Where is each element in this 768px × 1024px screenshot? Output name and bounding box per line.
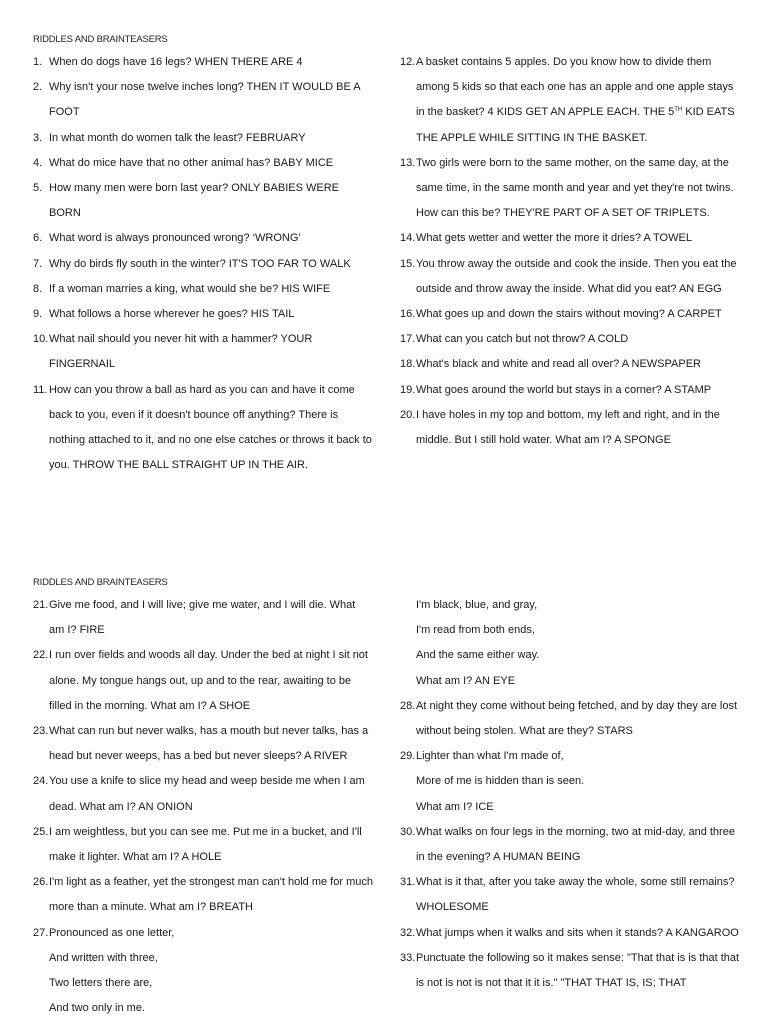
riddle-item <box>33 75 373 125</box>
riddle-text: I have holes in my top and bottom, my left and right, and in the middle. But I still hold water. What am I? A SPONGE <box>416 408 720 447</box>
riddle-number: 30. <box>400 825 416 838</box>
riddle-column-1 <box>33 50 373 478</box>
riddle-number: 17. <box>400 333 416 346</box>
riddle-item <box>33 378 373 479</box>
riddle-number: 21. <box>33 599 49 611</box>
riddle-text: Why do birds fly south in the winter? IT'S TOO FAR TO WALK <box>49 257 351 270</box>
riddle-text: What is it that, after you take away the whole, some still remains? WHOLESOME <box>416 876 735 914</box>
riddle-text: What gets wetter and wetter the more it dries? A TOWEL <box>416 232 692 245</box>
riddle-text: In what month do women talk the least? FEBRUARY <box>49 131 306 144</box>
riddle-item <box>400 302 740 327</box>
riddle-item <box>400 327 740 352</box>
riddle-item <box>33 176 373 226</box>
riddle-number: 5. <box>33 182 43 195</box>
riddle-line: More of me is hidden than is seen. <box>416 775 585 788</box>
riddle-number: 2. <box>33 81 43 94</box>
riddle-text: If a woman marries a king, what would she be? HIS WIFE <box>49 282 331 295</box>
riddle-text: What goes around the world but stays in a corner? A STAMP <box>416 383 712 396</box>
riddle-item <box>33 50 373 75</box>
riddle-number: 24. <box>33 775 49 788</box>
riddle-item <box>33 252 373 277</box>
riddle-number: 3. <box>33 131 43 144</box>
riddle-column-3 <box>33 593 373 1021</box>
riddle-number: 10. <box>33 333 49 346</box>
riddle-text: Why isn't your nose twelve inches long? THEN IT WOULD BE A FOOT <box>49 81 361 119</box>
riddle-text: When do dogs have 16 legs? WHEN THERE ARE 4 <box>49 56 303 68</box>
riddle-item <box>33 151 373 176</box>
riddle-text: A basket contains 5 apples. Do you know how to divide them among 5 kids so that each one has an apple and one apple stays in the basket? 4 KIDS GET AN APPLE EACH. THE 5TH KID EATS THE APPLE WHILE SITTING IN THE BASKET. <box>416 56 735 144</box>
riddle-line: And two only in me. <box>49 1002 145 1015</box>
riddle-text: What goes up and down the stairs without moving? A CARPET <box>416 308 722 321</box>
riddle-text: I'm light as a feather, yet the strongest man can't hold me for much more than a minute. What am I? BREATH <box>49 876 373 914</box>
riddle-text: Pronounced as one letter, <box>49 926 175 939</box>
riddle-number: 33. <box>400 951 416 964</box>
riddle-item <box>400 352 740 377</box>
riddle-text: What word is always pronounced wrong? ‘WRONG’ <box>49 232 301 245</box>
riddle-number: 28. <box>400 699 416 712</box>
riddle-text: Punctuate the following so it makes sense: "That that is is that that is not is not is not that it it is." "THAT THAT IS, IS; THAT <box>416 951 740 990</box>
riddle-number: 20. <box>400 408 416 421</box>
riddle-item <box>400 694 740 744</box>
riddle-item <box>400 870 740 920</box>
riddle-number: 8. <box>33 282 43 295</box>
riddle-item <box>33 921 373 946</box>
riddle-item <box>33 302 373 327</box>
riddle-item <box>400 403 740 453</box>
riddle-number: 25. <box>33 825 49 838</box>
riddle-item <box>33 593 373 643</box>
riddle-item <box>400 744 740 769</box>
riddle-text: What do mice have that no other animal has? BABY MICE <box>49 156 334 169</box>
riddle-number: 23. <box>33 725 49 738</box>
riddle-number: 31. <box>400 876 416 889</box>
riddle-line: What am I? AN EYE <box>416 674 516 687</box>
riddle-number: 22. <box>33 649 49 662</box>
riddle-number: 6. <box>33 232 43 245</box>
riddle-number: 9. <box>33 308 43 321</box>
riddle-number: 13. <box>400 156 416 169</box>
riddle-text: What can you catch but not throw? A COLD <box>416 333 629 346</box>
riddle-item <box>33 277 373 302</box>
riddle-text: What can run but never walks, has a mouth but never talks, has a head but never weeps, has a bed but never sleeps? A RIVER <box>49 725 369 763</box>
riddle-text: What nail should you never hit with a hammer? YOUR FINGERNAIL <box>49 333 313 371</box>
riddle-item <box>33 126 373 151</box>
riddle-text: I am weightless, but you can see me. Put me in a bucket, and I'll make it lighter. What am I? A HOLE <box>49 825 362 864</box>
riddle-number: 32. <box>400 926 416 939</box>
riddle-text: Give me food, and I will live; give me water, and I will die. What am I? FIRE <box>49 599 356 637</box>
riddle-text: What's black and white and read all over? A NEWSPAPER <box>416 358 701 371</box>
riddle-item <box>400 50 740 151</box>
riddle-text: Lighter than what I'm made of, <box>416 750 564 763</box>
riddle-item <box>33 719 373 769</box>
riddle-line: And written with three, <box>49 951 158 964</box>
riddle-number: 26. <box>33 876 49 889</box>
riddle-item <box>33 226 373 251</box>
riddle-text: You use a knife to slice my head and weep beside me when I am dead. What am I? AN ONION <box>49 775 365 813</box>
riddle-item <box>33 643 373 719</box>
riddle-number: 14. <box>400 232 416 245</box>
riddle-number: 4. <box>33 156 43 169</box>
riddle-text: What jumps when it walks and sits when it stands? A KANGAROO <box>416 926 739 939</box>
riddle-number: 16. <box>400 308 416 321</box>
riddle-column-2 <box>400 50 740 453</box>
riddle-item <box>400 378 740 403</box>
riddle-text: At night they come without being fetched, and by day they are lost without being stolen. What are they? STARS <box>416 699 738 738</box>
riddle-line: I'm read from both ends, <box>416 624 535 637</box>
riddle-number: 19. <box>400 383 416 396</box>
riddle-item <box>400 226 740 251</box>
riddle-number: 18. <box>400 358 416 371</box>
riddle-text: Two girls were born to the same mother, on the same day, at the same time, in the same month and year and yet they're not twins. How can this be? THEY'RE PART OF A SET OF TRIPLETS. <box>416 156 734 220</box>
riddle-item <box>33 820 373 870</box>
riddle-item <box>33 870 373 920</box>
riddle-line: What am I? ICE <box>416 800 494 813</box>
riddle-number: 1. <box>33 56 43 68</box>
riddle-item <box>33 769 373 819</box>
page-header: RIDDLES AND BRAINTEASERS <box>33 577 168 588</box>
riddle-column-4 <box>400 593 740 996</box>
riddle-text: I run over fields and woods all day. Under the bed at night I sit not alone. My tongue hangs out, up and to the rear, awaiting to be filled in the morning. What am I? A SHOE <box>49 649 368 712</box>
riddle-item <box>400 151 740 227</box>
riddle-number: 7. <box>33 257 43 270</box>
riddle-number: 29. <box>400 750 416 763</box>
riddle-number: 27. <box>33 926 49 939</box>
riddle-number: 15. <box>400 257 416 270</box>
riddle-text: What follows a horse wherever he goes? HIS TAIL <box>49 308 295 321</box>
riddle-line: I'm black, blue, and gray, <box>416 599 538 611</box>
riddle-item <box>400 252 740 302</box>
riddle-text: You throw away the outside and cook the inside. Then you eat the outside and throw away the inside. What did you eat? AN EGG <box>416 257 737 295</box>
riddle-item <box>33 327 373 377</box>
riddle-line: And the same either way. <box>416 649 540 662</box>
riddle-text: How can you throw a ball as hard as you can and have it come back to you, even if it doesn't bounce off anything? There is nothing attached to it, and no one else catches or throws it back to you. THROW THE BALL STRAIGHT UP IN THE AIR. <box>49 383 372 472</box>
page-header: RIDDLES AND BRAINTEASERS <box>33 34 168 45</box>
riddle-item <box>400 946 740 996</box>
riddle-item <box>400 820 740 870</box>
riddle-number: 11. <box>33 383 48 396</box>
riddle-line: Two letters there are, <box>49 977 153 990</box>
riddle-text: What walks on four legs in the morning, two at mid-day, and three in the evening? A HUMAN BEING <box>416 825 735 864</box>
riddle-text: How many men were born last year? ONLY BABIES WERE BORN <box>49 182 339 220</box>
riddle-item <box>400 921 740 946</box>
riddle-number: 12. <box>400 56 416 68</box>
